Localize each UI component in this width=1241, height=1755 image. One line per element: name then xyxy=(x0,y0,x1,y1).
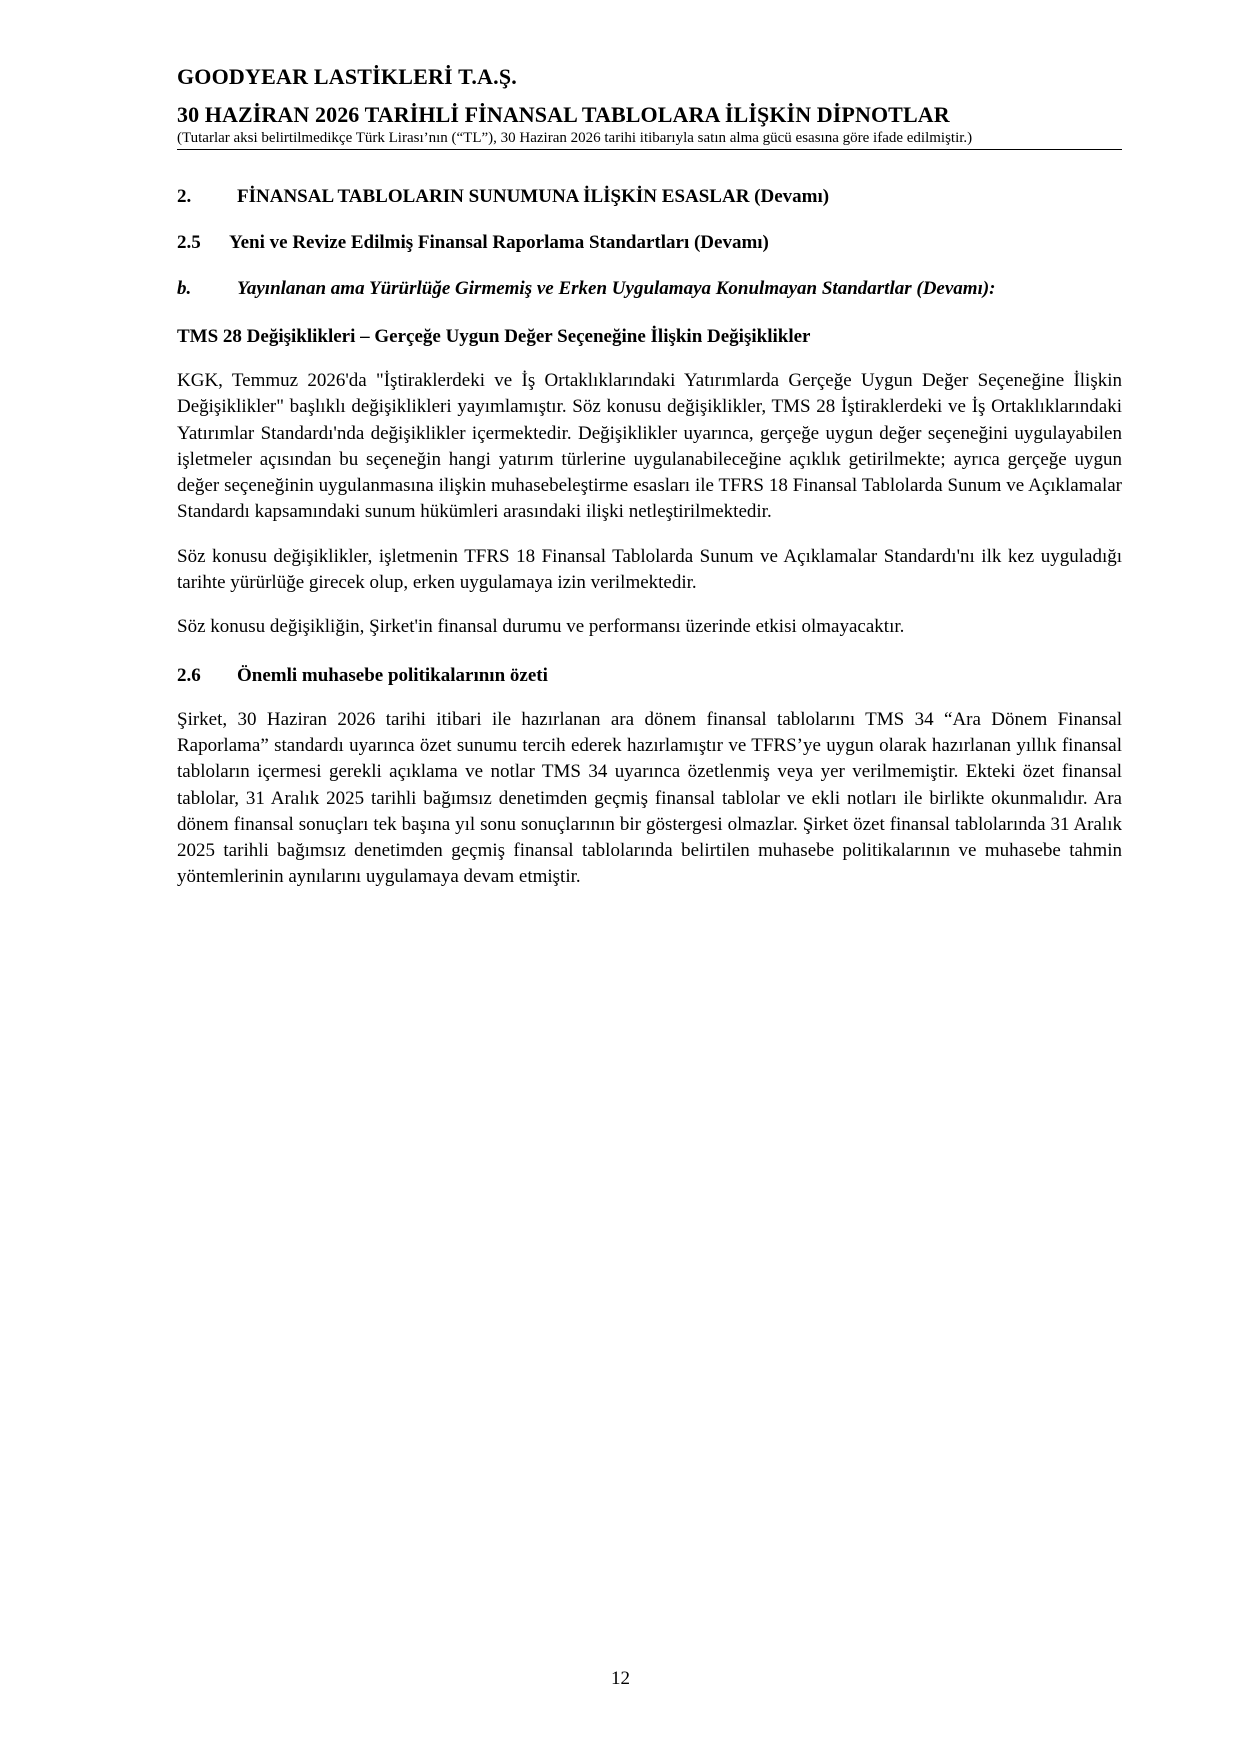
section-2-5-title: Yeni ve Revize Edilmiş Finansal Raporlama Standartları (Devamı) xyxy=(229,232,769,253)
tms28-paragraph-1: KGK, Temmuz 2026'da "İştiraklerdeki ve İş Ortaklıklarındaki Yatırımlarda Gerçeğe Uygun Değer Seçeneğine İlişkin Değişiklikler" başlıklı değişiklikleri yayımlamıştır. Söz konusu değişiklikler, TMS 28 İştiraklerdeki ve İş Ortaklıklarındaki Yatırımlar Standardı'nda değişiklikler içermektedir. Değişiklikler uyarınca, gerçeğe uygun değer seçeneğini uygulayabilen işletmeler açısından bu seçeneğin hangi yatırım türlerine uygulanabileceğine açıklık getirilmekte; ayrıca gerçeğe uygun değer seçeneğinin uygulanmasına ilişkin muhasebeleştirme esasları ile TFRS 18 Finansal Tablolarda Sunum ve Açıklamalar Standardı kapsamındaki sunum hükümleri arasındaki ilişki netleştirilmektedir. xyxy=(177,370,1122,523)
company-name: GOODYEAR LASTİKLERİ T.A.Ş. xyxy=(177,64,517,89)
page-number: 12 xyxy=(611,1668,630,1689)
section-2-heading xyxy=(177,186,1122,208)
report-title: 30 HAZİRAN 2026 TARİHLİ FİNANSAL TABLOLARA İLİŞKİN DİPNOTLAR xyxy=(177,102,950,127)
subsection-b-title: Yayınlanan ama Yürürlüğe Girmemiş ve Erken Uygulamaya Konulmayan Standartlar (Devamı): xyxy=(237,278,996,299)
section-2-6-number: 2.6 xyxy=(177,664,201,686)
document-page xyxy=(177,64,1122,891)
subsection-b-number: b. xyxy=(177,278,192,299)
section-2-5-heading xyxy=(177,232,1122,254)
section-2-title: FİNANSAL TABLOLARIN SUNUMUNA İLİŞKİN ESASLAR (Devamı) xyxy=(237,186,830,207)
section-2-number: 2. xyxy=(177,186,192,207)
section-2-6-title: Önemli muhasebe politikalarının özeti xyxy=(237,664,548,686)
section-2-6-heading xyxy=(177,665,1122,687)
tms28-paragraph-2: Söz konusu değişiklikler, işletmenin TFRS 18 Finansal Tablolarda Sunum ve Açıklamalar Standardı'nı ilk kez uyguladığı tarihte yürürlüğe girecek olup, erken uygulamaya izin verilmektedir. xyxy=(177,545,1122,594)
report-subtitle: (Tutarlar aksi belirtilmedikçe Türk Lirası’nın (“TL”), 30 Haziran 2026 tarihi itibarıyla satın alma gücü esasına göre ifade edilmiştir.) xyxy=(177,130,1122,150)
section-2-6-paragraph: Şirket, 30 Haziran 2026 tarihi itibari ile hazırlanan ara dönem finansal tablolarını TMS 34 “Ara Dönem Finansal Raporlama” standardı uyarınca özet sunumu tercih ederek hazırlamıştır ve TFRS’ye uygun olarak hazırlanan yıllık finansal tabloların içermesi gerekli açıklama ve notlar TMS 34 uyarınca özetlenmiş veya yer verilmemiştir. Ekteki özet finansal tablolar, 31 Aralık 2025 tarihli bağımsız denetimden geçmiş finansal tablolar ve ekli notları ile birlikte okunmalıdır. Ara dönem finansal sonuçları tek başına yıl sonu sonuçlarının bir göstergesi olmazlar. Şirket özet finansal tablolarında 31 Aralık 2025 tarihli bağımsız denetimden geçmiş finansal tablolarında belirtilen muhasebe politikalarının ve muhasebe tahmin yöntemlerinin aynılarını uygulamaya devam etmiştir. xyxy=(177,708,1122,888)
tms28-paragraph-3: Söz konusu değişikliğin, Şirket'in finansal durumu ve performansı üzerinde etkisi olmayacaktır. xyxy=(177,616,905,638)
section-2-5-number: 2.5 xyxy=(177,232,201,253)
subsection-b-heading xyxy=(177,276,1122,302)
tms28-heading: TMS 28 Değişiklikleri – Gerçeğe Uygun Değer Seçeneğine İlişkin Değişiklikler xyxy=(177,326,811,347)
